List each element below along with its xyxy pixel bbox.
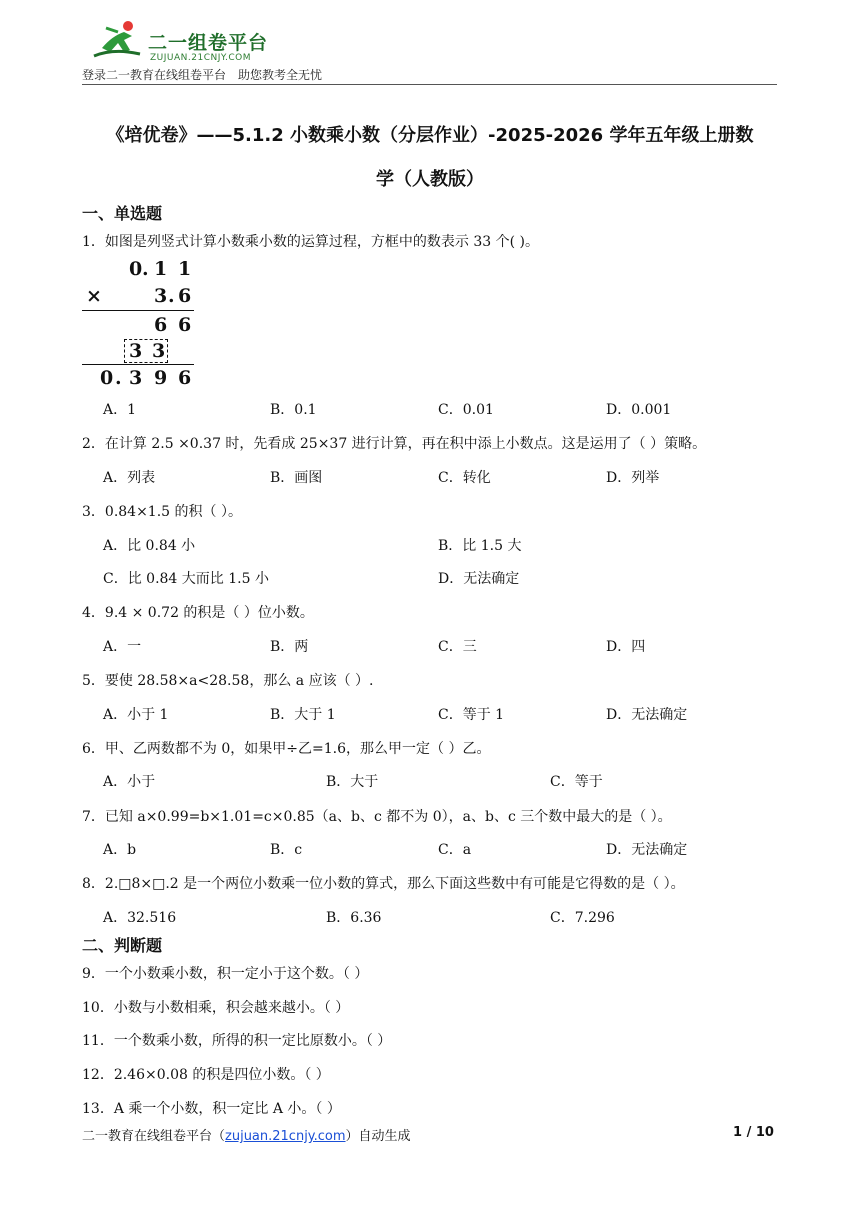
question-7-option-a[interactable]: A．b (103, 842, 137, 858)
question-3: 3．0.84×1.5 的积（ ）。 (82, 504, 242, 520)
question-4-option-c[interactable]: C．三 (438, 639, 477, 655)
calc-digit: 3 (129, 367, 143, 389)
question-4-option-b[interactable]: B．两 (270, 639, 309, 655)
tagline-login[interactable]: 登录二一教育在线组卷平台 (82, 68, 227, 82)
question-1: 1．如图是列竖式计算小数乘小数的运算过程，方框中的数表示 33 个( )。 (82, 234, 539, 250)
calc-digit: . (142, 258, 149, 280)
page-title-line-2: 学（人教版） (376, 169, 484, 190)
question-6-option-c[interactable]: C．等于 (550, 774, 603, 790)
question-6-option-a[interactable]: A．小于 (103, 774, 156, 790)
calc-digit: 3 (129, 340, 143, 362)
calc-digit: . (115, 367, 122, 389)
question-3-option-d[interactable]: D．无法确定 (438, 571, 520, 587)
logo-subtext: ZUJUAN.21CNJY.COM (150, 53, 252, 63)
question-7-option-c[interactable]: C．a (438, 842, 472, 858)
logo-text: 二一组卷平台 (148, 32, 269, 54)
question-5-option-a[interactable]: A．小于 1 (103, 707, 169, 723)
footer-suffix: ）自动生成 (345, 1129, 411, 1144)
question-5-option-c[interactable]: C．等于 1 (438, 707, 505, 723)
question-8-option-a[interactable]: A．32.516 (103, 910, 177, 926)
calc-digit: 3 (154, 285, 168, 307)
question-2-option-a[interactable]: A．列表 (103, 470, 156, 486)
question-3-option-c[interactable]: C．比 0.84 大而比 1.5 小 (103, 571, 269, 587)
question-4-option-d[interactable]: D．四 (606, 639, 646, 655)
page-title-line-1: 《培优卷》——5.1.2 小数乘小数（分层作业）-2025-2026 学年五年级上册数 (106, 125, 754, 146)
calc-digit: 0 (100, 367, 114, 389)
question-7-option-b[interactable]: B．c (270, 842, 303, 858)
footer-note (82, 1125, 411, 1144)
footer-link[interactable]: zujuan.21cnjy.com (225, 1129, 346, 1144)
calc-digit: 0 (129, 258, 143, 280)
calc-line (82, 310, 194, 311)
calc-digit: 1 (154, 258, 168, 280)
multiply-sign: × (86, 285, 102, 307)
question-13: 13．A 乘一个小数，积一定比 A 小。（ ） (82, 1101, 341, 1117)
header-tagline (82, 66, 322, 83)
question-4-option-a[interactable]: A．一 (103, 639, 142, 655)
question-8: 8．2.□8×□.2 是一个两位小数乘一位小数的算式，那么下面这些数中有可能是它得数的是（ ）。 (82, 876, 685, 892)
question-9: 9．一个小数乘小数，积一定小于这个数。（ ） (82, 966, 369, 982)
question-1-option-d[interactable]: D．0.001 (606, 402, 672, 418)
runner-logo-icon (88, 18, 148, 64)
question-3-option-b[interactable]: B．比 1.5 大 (438, 538, 522, 554)
calc-digit: 9 (154, 367, 168, 389)
question-12: 12．2.46×0.08 的积是四位小数。（ ） (82, 1067, 330, 1083)
question-2: 2．在计算 2.5 ×0.37 时，先看成 25×37 进行计算，再在积中添上小数点。这是运用了（ ）策略。 (82, 436, 707, 452)
question-5-option-d[interactable]: D．无法确定 (606, 707, 688, 723)
question-5-option-b[interactable]: B．大于 1 (270, 707, 336, 723)
calc-digit: 6 (178, 285, 192, 307)
calc-digit: 6 (154, 314, 168, 336)
question-8-option-b[interactable]: B．6.36 (326, 910, 382, 926)
calc-digit: 6 (178, 314, 192, 336)
question-2-option-d[interactable]: D．列举 (606, 470, 660, 486)
page-number: 1 / 10 (733, 1125, 774, 1140)
question-3-option-a[interactable]: A．比 0.84 小 (103, 538, 196, 554)
vertical-multiplication-figure (82, 258, 212, 390)
footer-prefix: 二一教育在线组卷平台（ (82, 1129, 226, 1144)
calc-digit: . (168, 285, 175, 307)
question-7-option-d[interactable]: D．无法确定 (606, 842, 688, 858)
question-1-option-b[interactable]: B．0.1 (270, 402, 317, 418)
question-1-option-a[interactable]: A．1 (103, 402, 137, 418)
calc-digit: 1 (178, 258, 192, 280)
section-heading-single-choice: 一、单选题 (82, 204, 163, 223)
calc-digit: 6 (178, 367, 192, 389)
question-2-option-b[interactable]: B．画图 (270, 470, 323, 486)
tagline-slogan: 助您教考全无忧 (238, 68, 323, 82)
question-6: 6．甲、乙两数都不为 0，如果甲÷乙=1.6，那么甲一定（ ）乙。 (82, 741, 491, 757)
question-7: 7．已知 a×0.99=b×1.01=c×0.85（a、b、c 都不为 0），a、b、c 三个数中最大的是（ ）。 (82, 809, 672, 825)
header-divider (82, 84, 777, 85)
calc-line (82, 364, 194, 365)
question-4: 4．9.4 × 0.72 的积是（ ）位小数。 (82, 605, 314, 621)
question-1-option-c[interactable]: C．0.01 (438, 402, 494, 418)
question-11: 11．一个数乘小数，所得的积一定比原数小。（ ） (82, 1033, 392, 1049)
question-8-option-c[interactable]: C．7.296 (550, 910, 615, 926)
question-5: 5．要使 28.58×a<28.58，那么 a 应该（ ）. (82, 673, 374, 689)
question-6-option-b[interactable]: B．大于 (326, 774, 379, 790)
calc-digit: 3 (152, 340, 166, 362)
question-10: 10．小数与小数相乘，积会越来越小。（ ） (82, 1000, 350, 1016)
section-heading-true-false: 二、判断题 (82, 936, 163, 955)
question-2-option-c[interactable]: C．转化 (438, 470, 491, 486)
